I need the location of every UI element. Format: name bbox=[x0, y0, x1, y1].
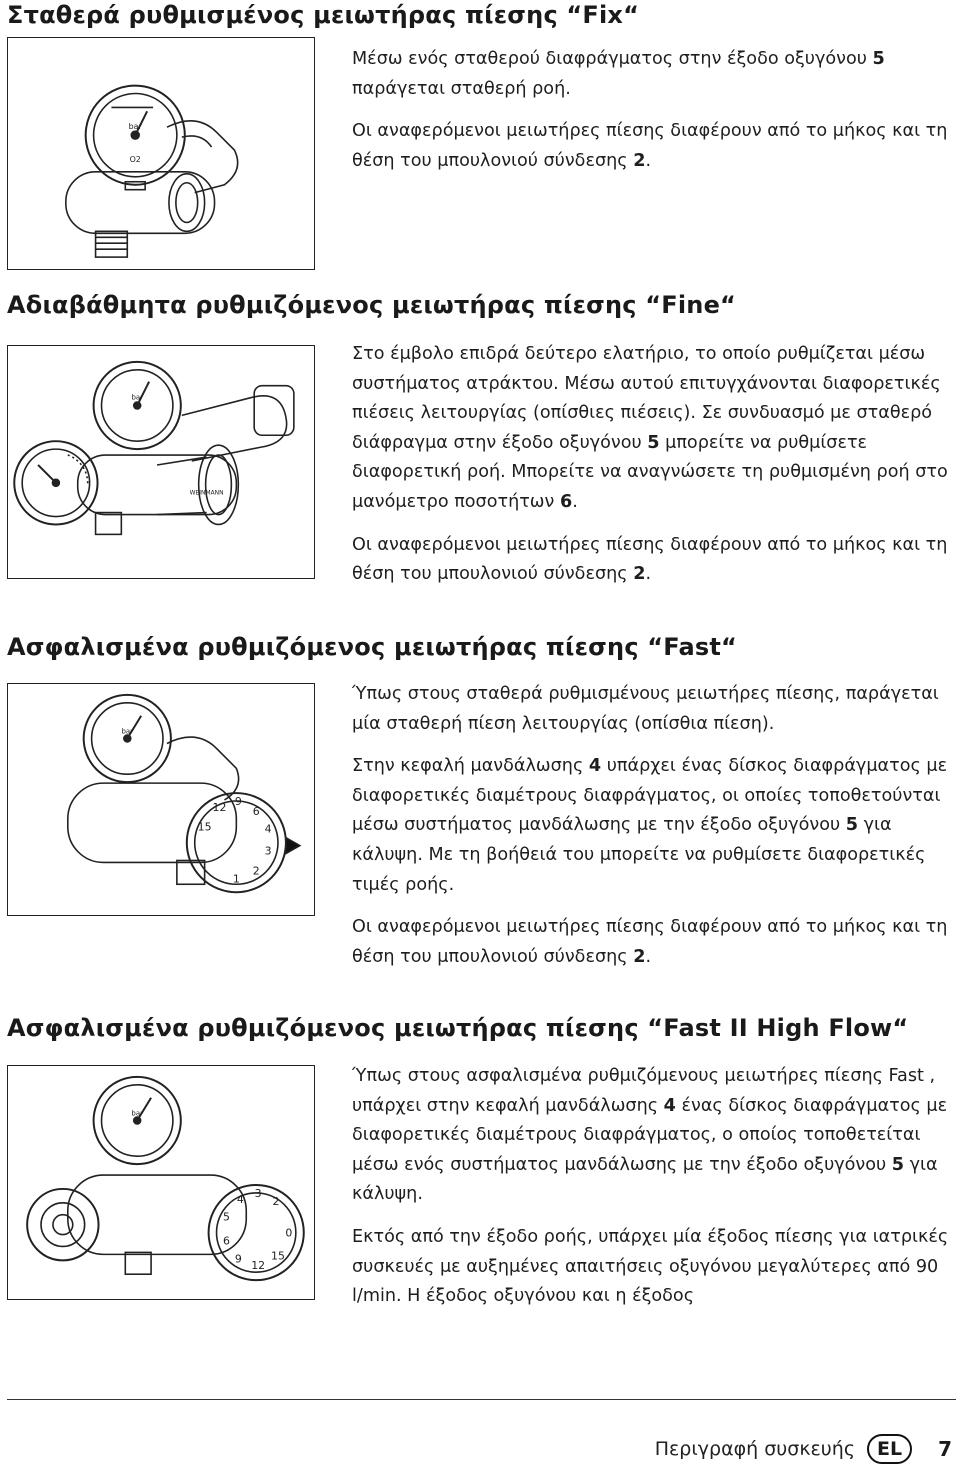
paragraph: Στο έμβολο επιδρά δεύτερο ελατήριο, το οποίο ρυθμίζεται μέσω συστήματος ατράκτου. Μέσω αυτού επιτυγχάνονται διαφορετικές πιέσεις λειτουργίας (οπίσθιες πιέσεις). Σε συνδυασμό με σταθερό διάφραγμα στην έξοδο οξυγόνου 5 μπορείτε να ρυθμίσετε διαφορετική ροή. Μπορείτε να αναγνώσετε τη ρυθμισμένη ροή στο μανόμετρο ποσοτήτων 6. bbox=[352, 344, 948, 512]
paragraph: Οι αναφερόμενοι μειωτήρες πίεσης διαφέρουν από το μήκος και τη θέση του μπουλονιού σύνδεσης 2. bbox=[352, 121, 948, 171]
reference-number: 6 bbox=[559, 491, 573, 512]
section-heading-fine: Αδιαβάθμητα ρυθμιζόμενος μειωτήρας πίεσης “Fine“ bbox=[7, 291, 737, 319]
section-text-fast bbox=[352, 680, 954, 985]
section-text-fine bbox=[352, 340, 954, 603]
section-heading-fast: Ασφαλισμένα ρυθμιζόμενος μειωτήρας πίεσης “Fast“ bbox=[7, 633, 737, 661]
dial-number: 0 bbox=[285, 1226, 293, 1240]
dial-number: 3 bbox=[264, 844, 272, 858]
dial-number: 12 bbox=[212, 800, 227, 814]
figure-regulator-fast-ii-high-flow bbox=[7, 1065, 315, 1300]
page-footer bbox=[655, 1434, 952, 1464]
section-text-fast-ii bbox=[352, 1062, 954, 1325]
gauge-unit-label: bar bbox=[131, 393, 143, 402]
gauge-gas-label: O2 bbox=[129, 154, 141, 164]
reference-number: 2 bbox=[633, 946, 646, 967]
reference-number: 4 bbox=[588, 756, 602, 777]
page-number: 7 bbox=[938, 1437, 952, 1461]
paragraph: Οι αναφερόμενοι μειωτήρες πίεσης διαφέρουν από το μήκος και τη θέση του μπουλονιού σύνδεσης 2. bbox=[352, 534, 948, 585]
reference-number: 2 bbox=[633, 150, 646, 171]
gauge-unit-label: bar bbox=[121, 727, 134, 736]
dial-number: 1 bbox=[232, 872, 240, 886]
dial-number: 15 bbox=[271, 1249, 285, 1263]
paragraph: Οι αναφερόμενοι μειωτήρες πίεσης διαφέρουν από το μήκος και τη θέση του μπουλονιού σύνδεσης 2. bbox=[352, 917, 948, 967]
dial-number: 4 bbox=[264, 822, 272, 836]
regulator-fast-ii-illustration bbox=[8, 1066, 314, 1299]
paragraph: Εκτός από την έξοδο ροής, υπάρχει μία έξοδος πίεσης για ιατρικές συσκευές με αυξημένες απαιτήσεις οξυγόνου μεγαλύτερες από 90 l/min. Η έξοδος οξυγόνου και η έξοδος bbox=[352, 1226, 949, 1307]
paragraph: Στην κεφαλή μανδάλωσης 4 υπάρχει ένας δίσκος διαφράγματος με διαφορετικές διαμέτρους διαφράγματος, οι οποίες τοποθετούνται μέσω συστήματος μανδάλωσης με την έξοδο οξυγόνου 5 για κάλυψη. Με τη βοήθειά του μπορείτε να ρυθμίσετε διαφορετικές τιμές ροής. bbox=[352, 756, 948, 895]
figure-regulator-fast bbox=[7, 683, 315, 916]
language-badge: EL bbox=[867, 1434, 912, 1464]
dial-number: 6 bbox=[222, 1234, 230, 1248]
section-text-fix bbox=[352, 45, 954, 189]
regulator-fast-illustration bbox=[8, 684, 314, 915]
dial-number: 9 bbox=[234, 1252, 242, 1266]
dial-number: 5 bbox=[222, 1210, 230, 1224]
gauge-unit-label: bar bbox=[128, 122, 142, 132]
section-heading-fast-ii: Ασφαλισμένα ρυθμιζόμενος μειωτήρας πίεσης “Fast II High Flow“ bbox=[7, 1014, 909, 1042]
regulator-fine-illustration bbox=[8, 346, 314, 578]
dial-number: 2 bbox=[272, 1194, 280, 1208]
dial-number: 9 bbox=[234, 794, 242, 808]
paragraph: Ύπως στους ασφαλισμένα ρυθμιζόμενους μειωτήρες πίεσης Fast , υπάρχει στην κεφαλή μανδάλωσης 4 ένας δίσκος διαφράγματος με διαφορετικές διαμέτρους διαφράγματος, ο οποίος τοποθετείται μέσω ενός συστήματος μανδάλωσης με την έξοδο οξυγόνου 5 για κάλυψη. bbox=[352, 1066, 948, 1205]
gauge-unit-label: bar bbox=[131, 1109, 143, 1118]
footer-section-label: Περιγραφή συσκευής bbox=[654, 1438, 855, 1460]
reference-number: 5 bbox=[845, 815, 859, 836]
section-heading-fix: Σταθερά ρυθμισμένος μειωτήρας πίεσης “Fix“ bbox=[7, 1, 640, 29]
dial-number: 15 bbox=[197, 820, 212, 834]
dial-number: 4 bbox=[236, 1192, 244, 1206]
reference-number: 4 bbox=[663, 1095, 676, 1116]
reference-number: 5 bbox=[872, 49, 885, 69]
reference-number: 2 bbox=[633, 564, 646, 585]
reference-number: 5 bbox=[647, 432, 660, 453]
figure-regulator-fix bbox=[7, 37, 315, 270]
brand-label: WEINMANN bbox=[189, 489, 224, 497]
reference-number: 5 bbox=[891, 1154, 905, 1175]
dial-number: 3 bbox=[254, 1186, 262, 1200]
dial-number: 6 bbox=[252, 804, 260, 818]
footer-divider bbox=[7, 1399, 956, 1400]
regulator-fix-illustration bbox=[8, 38, 314, 269]
figure-regulator-fine bbox=[7, 345, 315, 579]
dial-number: 12 bbox=[251, 1259, 266, 1273]
paragraph: Ύπως στους σταθερά ρυθμισμένους μειωτήρες πίεσης, παράγεται μία σταθερή πίεση λειτουργίας (οπίσθια πίεση). bbox=[352, 684, 939, 734]
dial-number: 2 bbox=[252, 864, 260, 878]
paragraph: Μέσω ενός σταθερού διαφράγματος στην έξοδο οξυγόνου 5 παράγεται σταθερή ροή. bbox=[352, 49, 885, 99]
